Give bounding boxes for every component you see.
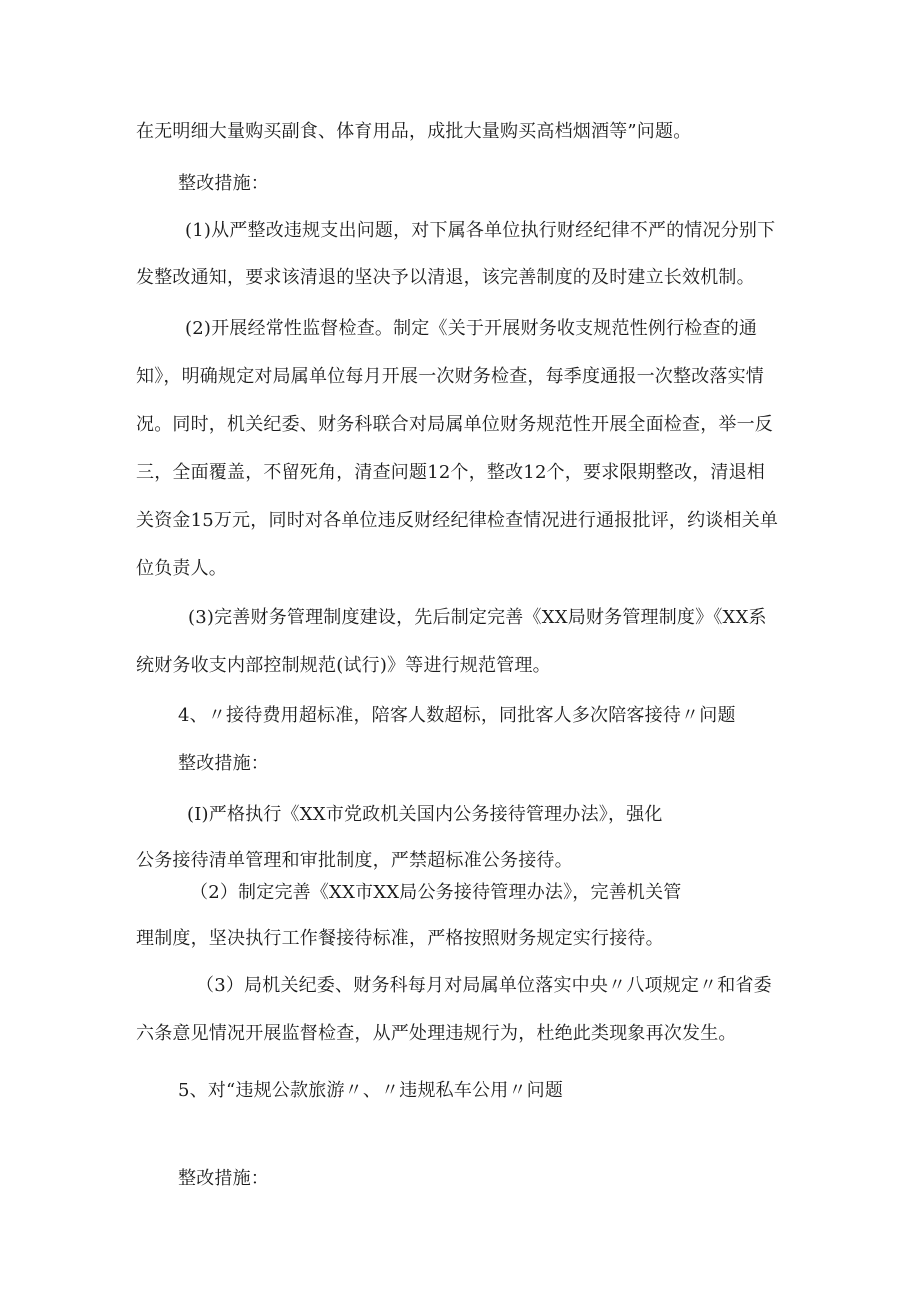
text-line: （3）局机关纪委、财务科每月对局属单位落实中央〃八项规定〃和省委 xyxy=(196,975,772,996)
text-line: (1)从严整改违规支出问题，对下属各单位执行财经纪律不严的情况分别下 xyxy=(185,220,776,241)
text-line: 况。同时，机关纪委、财务科联合对局属单位财务规范性开展全面检查，举一反 xyxy=(136,414,773,435)
text-line: 统财务收支内部控制规范(试行)》等进行规范管理。 xyxy=(136,655,551,676)
text-line: 六条意见情况开展监督检查，从严处理违规行为，杜绝此类现象再次发生。 xyxy=(136,1023,737,1044)
section-heading: 整改措施： xyxy=(178,1168,269,1189)
section-heading: 5、对“违规公款旅游〃、〃违规私车公用〃问题 xyxy=(178,1080,564,1101)
text-line: 公务接待清单管理和审批制度，严禁超标准公务接待。 xyxy=(136,850,573,871)
text-line: 知》，明确规定对局属单位每月开展一次财务检查，每季度通报一次整改落实情 xyxy=(136,366,764,387)
text-line: 关资金15万元，同时对各单位违反财经纪律检查情况进行通报批评，约谈相关单 xyxy=(136,510,779,531)
text-line: 发整改通知，要求该清退的坚决予以清退，该完善制度的及时建立长效机制。 xyxy=(136,267,755,288)
text-line: 理制度，坚决执行工作餐接待标准，严格按照财务规定实行接待。 xyxy=(136,928,664,949)
section-heading: 整改措施： xyxy=(178,753,269,774)
text-line: 三，全面覆盖，不留死角，清查问题12个，整改12个，要求限期整改，清退相 xyxy=(136,462,766,483)
section-heading: 4、〃接待费用超标准，陪客人数超标，同批客人多次陪客接待〃问题 xyxy=(178,705,736,726)
text-line: 位负责人。 xyxy=(136,558,227,579)
text-line: 在无明细大量购买副食、体育用品，成批大量购买高档烟酒等”问题。 xyxy=(136,121,692,142)
text-line: (2)开展经常性监督检查。制定《关于开展财务收支规范性例行检查的通 xyxy=(185,318,758,339)
section-heading: 整改措施： xyxy=(178,173,269,194)
text-line: (I)严格执行《XX市党政机关国内公务接待管理办法》，强化 xyxy=(187,804,663,825)
text-line: (3)完善财务管理制度建设，先后制定完善《XX局财务管理制度》《XX系 xyxy=(188,607,767,628)
text-line: （2）制定完善《XX市XX局公务接待管理办法》，完善机关管 xyxy=(190,882,682,903)
